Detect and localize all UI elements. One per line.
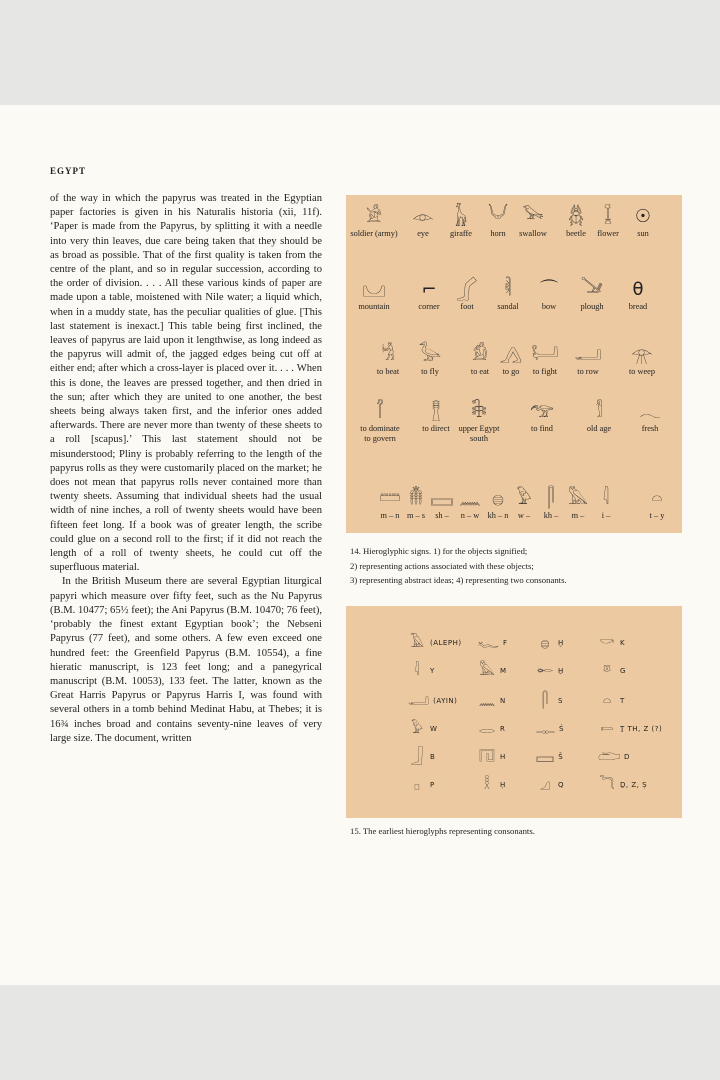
- to-fight-glyph: 𓂡: [531, 344, 559, 365]
- k-glyph: 𓎡: [599, 635, 615, 651]
- consonant-entry: [536, 656, 564, 680]
- hieroglyph-label: w –: [517, 511, 531, 520]
- consonant-label: Y: [430, 667, 435, 676]
- running-header: EGYPT: [50, 166, 87, 176]
- hieroglyph-label: mountain: [358, 302, 390, 311]
- consonant-entry: [478, 628, 508, 652]
- n-glyph: 𓈖: [478, 693, 496, 709]
- consonant-label: (AYIN): [433, 697, 458, 706]
- consonant-entry: [598, 714, 662, 738]
- consonant-entry: [536, 686, 563, 710]
- hieroglyph-label: to beat: [376, 367, 400, 376]
- old-age-glyph: 𓀾: [595, 401, 603, 422]
- mountain-glyph: 𓈋: [362, 279, 386, 300]
- hieroglyph-label: giraffe: [450, 229, 472, 238]
- hieroglyph-label: corner: [418, 302, 440, 311]
- consonant-label: Ṯ TH, Z (?): [620, 725, 663, 734]
- horn-glyph: 𓄋: [487, 206, 509, 227]
- consonant-entry: [408, 714, 437, 738]
- consonant-label: Ḥ: [500, 781, 506, 790]
- hieroglyph-entry: [610, 400, 690, 434]
- hieroglyph-label: plough: [580, 302, 604, 311]
- mn-glyph: 𓏠: [379, 488, 401, 509]
- hieroglyph-label: beetle: [566, 229, 586, 238]
- s2-glyph: 𓊃: [536, 721, 555, 737]
- to-row-glyph: 𓂝: [574, 344, 602, 365]
- consonant-entry: [598, 770, 647, 794]
- m-glyph: 𓅓: [567, 488, 589, 509]
- to-find-glyph: 𓅠: [530, 401, 554, 422]
- consonant-entry: [478, 656, 507, 680]
- consonant-label: Ḫ: [558, 639, 564, 648]
- i-glyph: 𓇋: [602, 488, 610, 509]
- corner-glyph: ⌐: [421, 279, 437, 300]
- hieroglyph-label: kh – n: [487, 511, 509, 520]
- kh-glyph: 𓐍: [540, 635, 550, 651]
- hieroglyph-label: sh –: [435, 511, 449, 520]
- consonant-entry: [536, 714, 564, 738]
- b-glyph: 𓃀: [410, 749, 424, 765]
- body-text: [50, 192, 322, 746]
- sh-glyph: 𓈙: [430, 488, 454, 509]
- consonant-entry: [408, 656, 435, 680]
- figure-14-caption: 14. Hieroglyphic signs. 1) for the objects signified; 2) representing actions associated with these objects; 3) representing abstract ideas; 4) representing two consonants.: [350, 546, 567, 585]
- kh2-glyph: 𓄡: [536, 663, 554, 679]
- consonant-label: D: [624, 753, 630, 762]
- hieroglyph-entry: [617, 487, 697, 521]
- consonant-label: M: [500, 667, 507, 676]
- hieroglyph-label: to fly: [421, 367, 439, 376]
- hieroglyph-label: to dominate: [360, 424, 400, 433]
- plough-glyph: 𓍁: [580, 279, 604, 300]
- s-glyph: 𓋴: [542, 693, 548, 709]
- consonant-label: N: [500, 697, 506, 706]
- consonant-entry: [478, 714, 505, 738]
- swallow-glyph: 𓅨: [522, 206, 544, 227]
- paragraph: of the way in which the papyrus was treated in the Egyptian paper factories is given in his Naturalis historia (xii, 11f). ‘Paper is made from the Papyrus, by splitting it with a needle into very thin leaves, due care being taken that they should be as broad as possible. That of the first quality is taken from the centre of the plant, and so in regular succession, according to the order of division. . . . All these various kinds of paper are made upon a table, moistened with Nile water; a liquid which, when in a muddy state, has the peculiar qualities of glue. [This last statement is inexact.] This table being first inclined, the leaves of papyrus are laid upon it lengthwise, as long indeed as the papyrus will admit of, the jagged edges being cut off at either end; after which a cross-layer is placed over it. . . . When this is done, the leaves are pressed together, and then dried in the sun; after which they are united to one another, the best sheets being always taken first, and the inferior ones added afterwards. There are never more than twenty of these sheets to a roll [scapus].’ This last statement should not be misunderstood; Pliny is probably referring to the length of the papyrus rolls as they were customarily placed on the market; he does not mean that papyrus rolls never contained more than twenty sheets. Assuming that individual sheets had the usual width of nine inches, a roll of twenty sheets would have been fifteen feet long. If a book was of greater length, the scribe could glue on a second roll to the first; if it did not reach the length of a roll of twenty sheets, he could cut off the superfluous material.: [50, 193, 322, 574]
- hieroglyph-label: n – w: [460, 511, 480, 520]
- consonant-label: H: [500, 753, 506, 762]
- nw-glyph: 𓈖: [459, 488, 481, 509]
- hieroglyph-label: sun: [637, 229, 649, 238]
- consonant-entry: [408, 742, 435, 766]
- m-glyph: 𓅓: [479, 663, 495, 679]
- hieroglyph-label: upper Egypt: [458, 424, 500, 433]
- consonant-entry: [598, 742, 630, 766]
- dz-glyph: 𓆓: [599, 777, 615, 793]
- to-go-glyph: 𓂻: [499, 344, 523, 365]
- flower-glyph: 𓆼: [603, 206, 613, 227]
- consonant-entry: [536, 770, 564, 794]
- consonant-entry: [408, 686, 457, 710]
- consonant-label: Ś: [559, 725, 564, 734]
- figure-15-caption: 15. The earliest hieroglyphs representing consonants.: [350, 826, 535, 836]
- figure-14-hieroglyphic-signs: [346, 195, 682, 533]
- hieroglyph-label: to govern: [364, 434, 396, 443]
- consonant-entry: [478, 770, 506, 794]
- hieroglyph-label: bread: [628, 302, 648, 311]
- consonant-label: K: [620, 639, 626, 648]
- consonant-label: (ALEPH): [430, 639, 462, 648]
- hieroglyph-label: flower: [597, 229, 619, 238]
- hieroglyph-label: eye: [417, 229, 429, 238]
- hieroglyph-label: foot: [460, 302, 474, 311]
- hieroglyph-label: horn: [490, 229, 506, 238]
- consonant-label: H̱: [558, 667, 564, 676]
- consonant-entry: [408, 628, 462, 652]
- hieroglyph-label: to find: [531, 424, 553, 433]
- figure-15-consonants: [346, 606, 682, 818]
- hieroglyph-label: to weep: [628, 367, 656, 376]
- consonant-entry: [536, 742, 563, 766]
- hieroglyph-label: kh –: [543, 511, 559, 520]
- hieroglyph-label: sandal: [497, 302, 519, 311]
- kh-glyph: 𓋴: [547, 488, 555, 509]
- hieroglyph-label: to eat: [470, 367, 490, 376]
- consonant-entry: [598, 686, 625, 710]
- consonant-entry: [408, 770, 435, 794]
- w-glyph: 𓅱: [516, 488, 532, 509]
- y-glyph: 𓇋: [414, 663, 420, 679]
- consonant-label: G: [620, 667, 626, 676]
- t-glyph: 𓏏: [602, 693, 612, 709]
- th-glyph: 𓍿: [600, 721, 614, 737]
- hieroglyph-label: soldier (army): [350, 229, 398, 238]
- to-direct-glyph: 𓊽: [431, 401, 441, 422]
- consonant-label: W: [430, 725, 438, 734]
- hieroglyph-label: swallow: [519, 229, 547, 238]
- consonant-entry: [478, 742, 506, 766]
- hieroglyph-label: i –: [601, 511, 611, 520]
- hieroglyph-label: t – y: [649, 511, 665, 520]
- hieroglyph-label: to direct: [422, 424, 450, 433]
- consonant-label: P: [430, 781, 435, 790]
- hieroglyph-label: m – s: [407, 511, 425, 520]
- h2-glyph: 𓎛: [483, 777, 491, 793]
- eye-glyph: 𓁹: [411, 206, 434, 227]
- hieroglyph-entry: [598, 278, 678, 312]
- upper-egypt-glyph: 𓇗: [471, 401, 487, 422]
- ty-glyph: 𓏏: [651, 488, 663, 509]
- hieroglyph-label: bow: [541, 302, 557, 311]
- q-glyph: 𓈎: [539, 777, 551, 793]
- aleph-glyph: 𓄿: [410, 635, 424, 651]
- hieroglyph-label: fresh: [641, 424, 659, 433]
- hieroglyph-label: to go: [502, 367, 520, 376]
- hieroglyph-label: old age: [586, 424, 612, 433]
- consonant-label: R: [500, 725, 506, 734]
- paragraph: In the British Museum there are several Egyptian liturgical papyri which measure over fifty feet, such as the Nu Papyrus (B.M. 10477; 65½ feet); the Ani Papyrus (B.M. 10470; 76 feet), ‘probably the finest extant Egyptian book’; the Nebseni Papyrus (77 feet), and some others. A few even exceed one hundred feet: the Greenfield Papyrus (B.M. 10554), a fine hieratic manuscript, is 123 feet long; and a panegyrical manuscript (B.M. 10053), 133 feet. The latter, known as the Great Harris Papyrus or Papyrus Harris I, was found with several others in a tomb behind Medinat Habu, at Thebes; it is 16¾ inches broad and contains seventy-nine leaves of very large size. The document, written: [50, 576, 322, 744]
- ayin-glyph: 𓂝: [408, 693, 430, 709]
- foot-glyph: 𓂾: [456, 279, 478, 300]
- fresh-glyph: 𓂃: [639, 401, 661, 422]
- scan-bottom-margin: [0, 985, 720, 1080]
- to-fly-glyph: 𓅭: [418, 344, 442, 365]
- consonant-label: B: [430, 753, 436, 762]
- sandal-glyph: 𓌞: [504, 279, 512, 300]
- hieroglyph-label: m – n: [380, 511, 400, 520]
- hieroglyph-label: m –: [571, 511, 585, 520]
- p-glyph: 𓊪: [414, 777, 420, 793]
- scan-top-margin: [0, 0, 720, 105]
- consonant-label: Q: [558, 781, 565, 790]
- khn-glyph: 𓐍: [491, 488, 505, 509]
- sh-glyph: 𓈙: [536, 749, 555, 765]
- hieroglyph-entry: [602, 343, 682, 377]
- w-glyph: 𓅱: [410, 721, 424, 737]
- sun-glyph: ☉: [634, 206, 652, 227]
- bow-glyph: ⌒: [540, 279, 558, 300]
- bread-glyph: θ: [632, 279, 644, 300]
- giraffe-glyph: 𓃱: [454, 206, 468, 227]
- consonant-label: T: [620, 697, 625, 706]
- soldier-glyph: 𓀀: [365, 206, 383, 227]
- consonant-entry: [598, 628, 625, 652]
- consonant-label: S: [558, 697, 563, 706]
- to-weep-glyph: 𓁿: [630, 344, 653, 365]
- consonant-label: Ḏ, Z, Ṣ: [620, 781, 648, 790]
- consonant-entry: [536, 628, 564, 652]
- f-glyph: 𓆑: [478, 635, 500, 651]
- consonant-entry: [598, 656, 626, 680]
- r-glyph: 𓂋: [478, 721, 496, 737]
- ms-glyph: 𓄟: [409, 488, 423, 509]
- hieroglyph-entry: [603, 205, 683, 239]
- h-glyph: 𓉔: [479, 749, 495, 765]
- hieroglyph-label: to fight: [532, 367, 558, 376]
- consonant-entry: [478, 686, 506, 710]
- to-beat-glyph: 𓀜: [381, 344, 395, 365]
- d-glyph: 𓂧: [598, 749, 621, 765]
- to-dominate-glyph: 𓋾: [376, 401, 384, 422]
- beetle-glyph: 𓆣: [567, 206, 585, 227]
- consonant-label: Š: [558, 753, 564, 762]
- hieroglyph-label: to row: [577, 367, 599, 376]
- consonant-label: F: [503, 639, 508, 648]
- to-eat-glyph: 𓀁: [472, 344, 488, 365]
- hieroglyph-label: south: [470, 434, 488, 443]
- g-glyph: 𓎼: [602, 663, 612, 679]
